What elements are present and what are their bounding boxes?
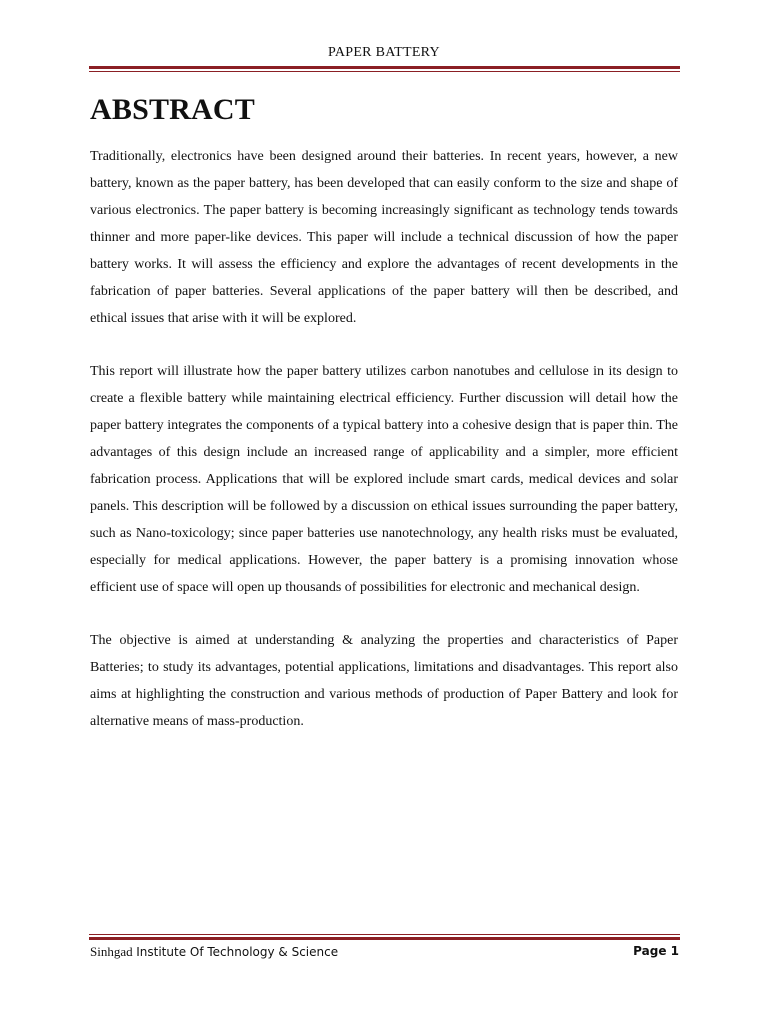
abstract-body bbox=[90, 143, 678, 761]
section-heading: ABSTRACT bbox=[90, 93, 255, 126]
footer-rule-thick bbox=[89, 937, 680, 940]
header-rule-thick bbox=[89, 66, 680, 69]
footer-rule-thin bbox=[89, 934, 680, 935]
page-number: Page 1 bbox=[633, 944, 679, 958]
header-rule-thin bbox=[89, 71, 680, 72]
paragraph-2: This report will illustrate how the paper battery utilizes carbon nanotubes and cellulose in its design to create a flexible battery while maintaining electrical efficiency. Further discussion will detail how the paper battery integrates the components of a typical battery into a cohesive design that is paper thin. The advantages of this design include an increased range of applicability and a simpler, more efficient fabrication process. Applications that will be explored include smart cards, medical devices and solar panels. This description will be followed by a discussion on ethical issues surrounding the paper battery, such as Nano-toxicology; since paper batteries use nanotechnology, any health risks must be evaluated, especially for medical applications. However, the paper battery is a promising innovation whose efficient use of space will open up thousands of possibilities for electronic and mechanical design. bbox=[90, 364, 678, 595]
footer-institution-lead: Sinhgad bbox=[90, 944, 133, 959]
paragraph-1: Traditionally, electronics have been designed around their batteries. In recent years, however, a new battery, known as the paper battery, has been developed that can easily conform to the size and shape of various electronics. The paper battery is becoming increasingly significant as technology tends towards thinner and more paper-like devices. This paper will include a technical discussion of how the paper battery works. It will assess the efficiency and explore the advantages of recent developments in the fabrication of paper batteries. Several applications of the paper battery will then be described, and ethical issues that arise with it will be explored. bbox=[90, 149, 678, 326]
footer-institution bbox=[90, 944, 338, 960]
footer-institution-name: Institute Of Technology & Science bbox=[136, 945, 339, 959]
running-header-title: PAPER BATTERY bbox=[328, 45, 440, 60]
paragraph-3: The objective is aimed at understanding & analyzing the properties and characteristics of Paper Batteries; to study its advantages, potential applications, limitations and disadvantages. This report also aims at highlighting the construction and various methods of production of Paper Battery and look for alternative means of mass-production. bbox=[90, 633, 678, 729]
